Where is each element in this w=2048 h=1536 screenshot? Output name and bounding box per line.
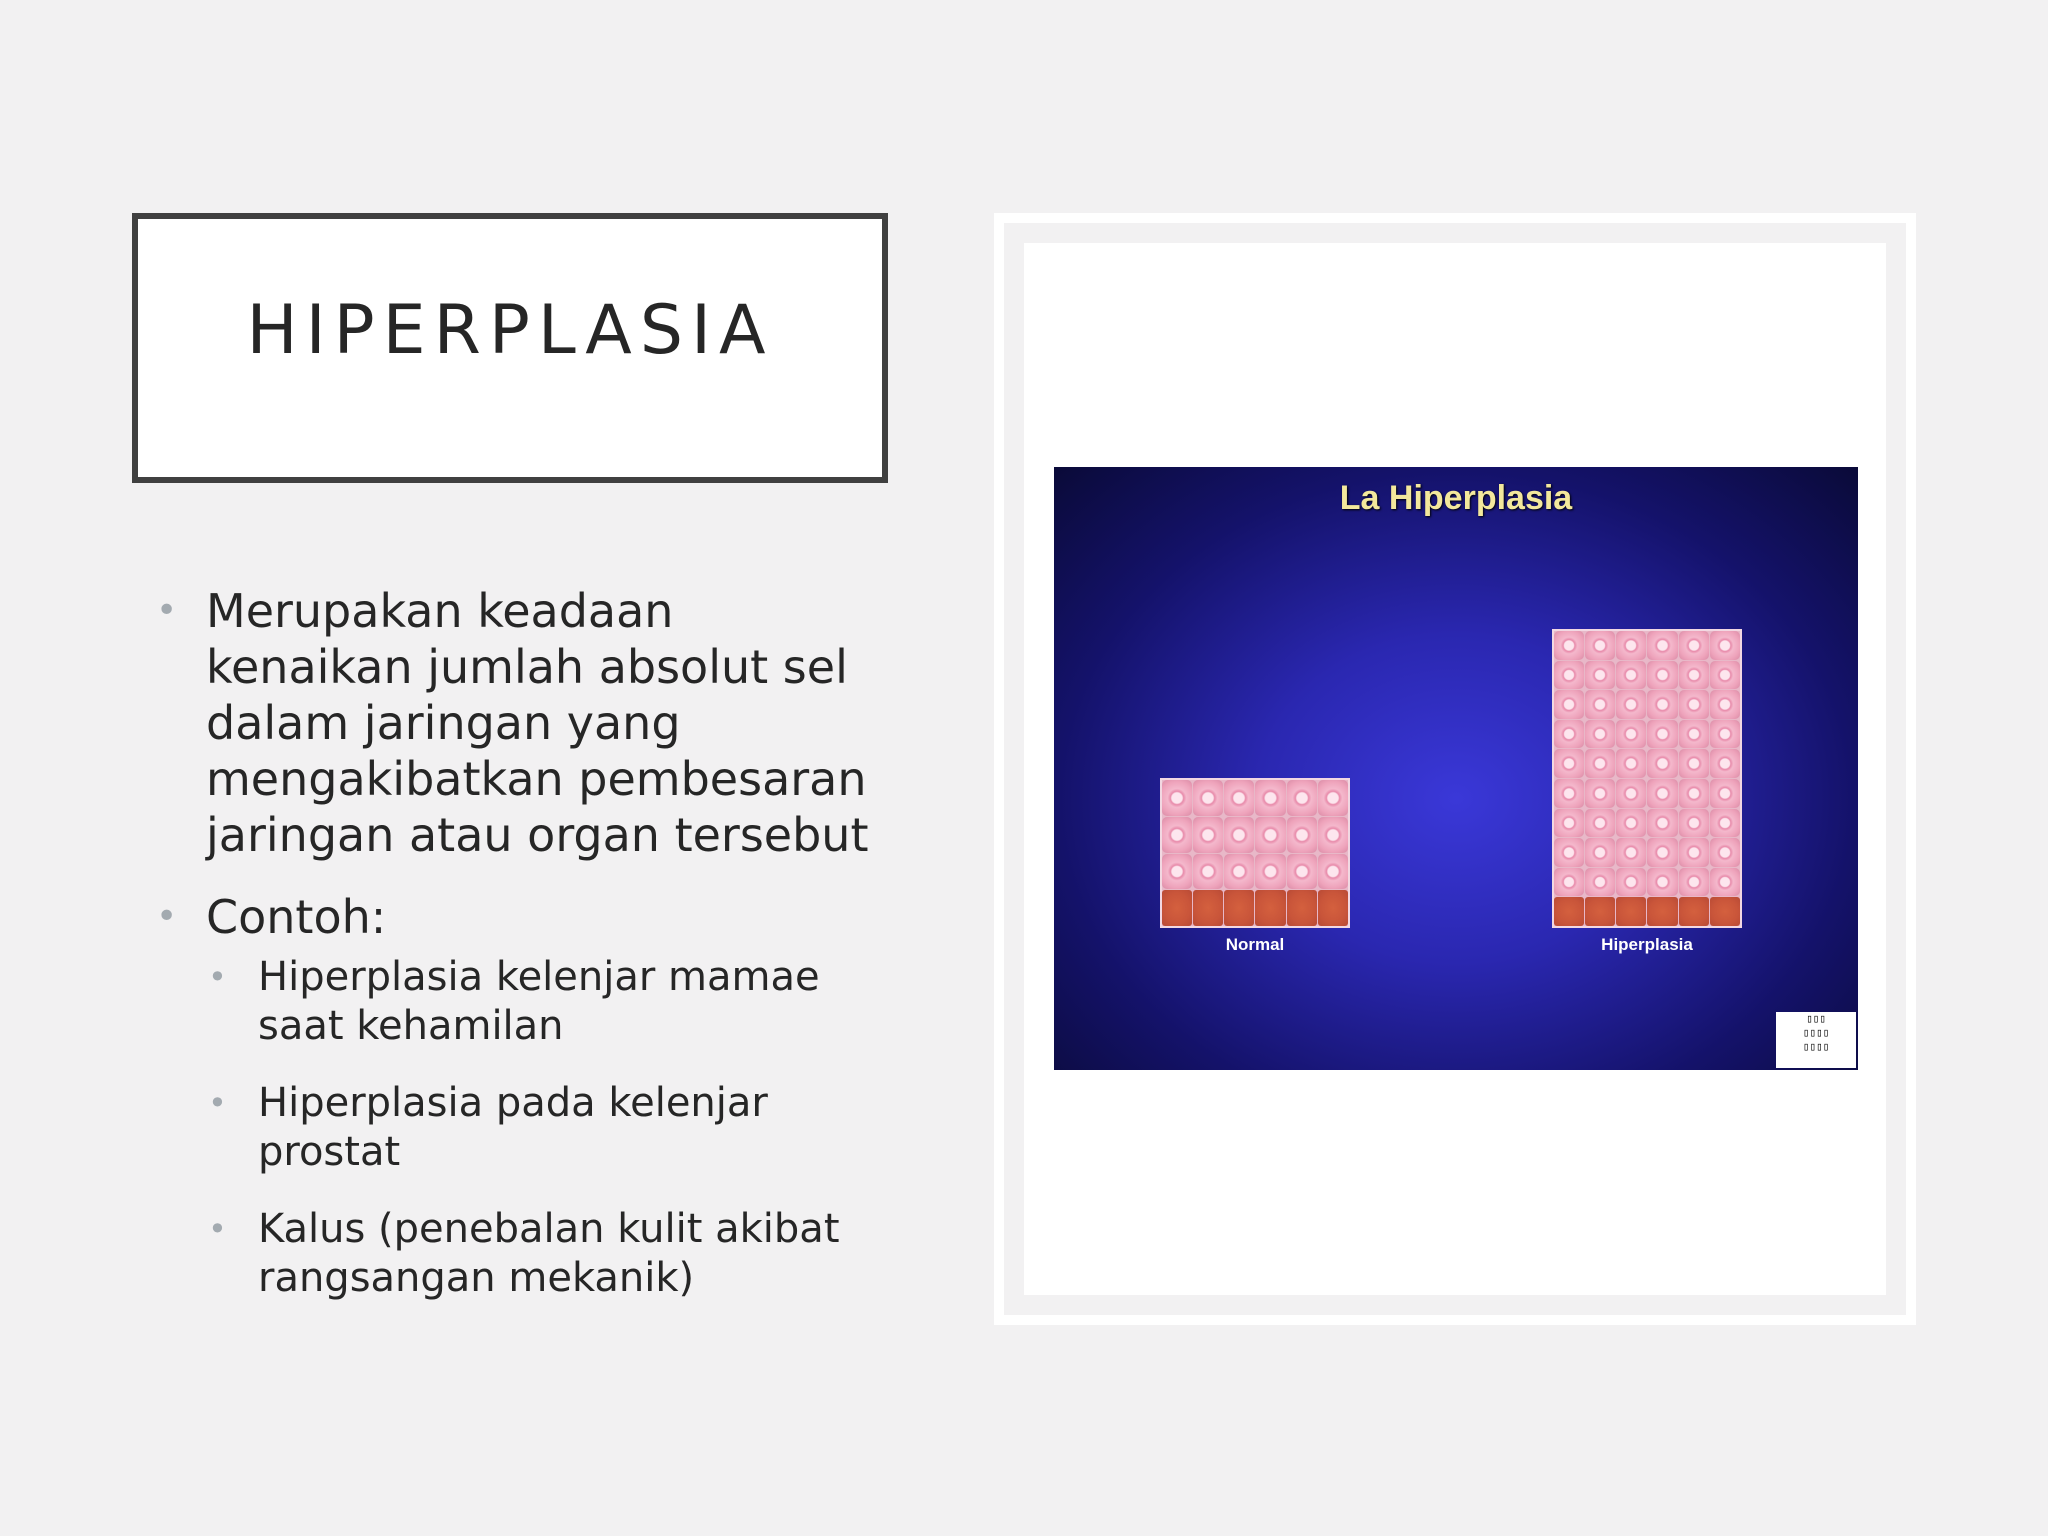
tissue-cell (1679, 631, 1709, 660)
tissue-cell (1162, 854, 1192, 890)
tissue-cell (1585, 690, 1615, 719)
basal-cell (1224, 890, 1254, 926)
tissue-cell (1287, 780, 1317, 816)
tissue-cell (1710, 720, 1740, 749)
publisher-logo: ▯▯▯ ▯▯▯▯ ▯▯▯▯ (1776, 1012, 1856, 1068)
bullet-dot-icon: • (208, 958, 227, 996)
normal-label: Normal (1225, 935, 1285, 954)
tissue-cell (1616, 631, 1646, 660)
tissue-cell (1255, 780, 1285, 816)
tissue-cell (1554, 809, 1584, 838)
tissue-cell (1585, 749, 1615, 778)
tissue-cell (1679, 661, 1709, 690)
bullet-dot-icon: • (156, 896, 178, 937)
tissue-cell (1193, 780, 1223, 816)
tissue-cell (1585, 838, 1615, 867)
tissue-cell (1710, 661, 1740, 690)
tissue-cell (1710, 690, 1740, 719)
tissue-cell (1710, 779, 1740, 808)
tissue-cell (1554, 720, 1584, 749)
tissue-cell (1287, 817, 1317, 853)
tissue-cell (1287, 854, 1317, 890)
sub-bullet-item (150, 1205, 880, 1303)
tissue-cell (1585, 661, 1615, 690)
tissue-cell (1554, 779, 1584, 808)
tissue-cell (1710, 631, 1740, 660)
tissue-cell (1679, 690, 1709, 719)
tissue-cell (1224, 780, 1254, 816)
tissue-cell (1224, 854, 1254, 890)
tissue-cell (1255, 854, 1285, 890)
tissue-cell (1710, 749, 1740, 778)
bullet-text: Merupakan keadaan kenaikan jumlah absolut sel dalam jaringan yang mengakibatkan pembesaran jaringan atau organ tersebut (206, 584, 869, 862)
tissue-cell (1585, 868, 1615, 897)
tissue-cell (1554, 661, 1584, 690)
tissue-cell (1710, 809, 1740, 838)
tissue-cell (1679, 720, 1709, 749)
tissue-cell (1554, 631, 1584, 660)
bullet-content (150, 583, 880, 1331)
tissue-cell (1647, 690, 1677, 719)
tissue-cell (1710, 868, 1740, 897)
tissue-cell (1679, 868, 1709, 897)
tissue-cell (1616, 838, 1646, 867)
tissue-cell (1616, 809, 1646, 838)
tissue-cell (1224, 817, 1254, 853)
basal-cell (1287, 890, 1317, 926)
tissue-cell (1554, 838, 1584, 867)
basal-cell (1554, 897, 1584, 926)
tissue-cell (1616, 661, 1646, 690)
sub-bullet-text: Kalus (penebalan kulit akibat rangsangan mekanik) (258, 1206, 840, 1301)
tissue-cell (1647, 809, 1677, 838)
bullet-item (150, 889, 880, 945)
tissue-cell (1554, 690, 1584, 719)
hiperplasia-label: Hiperplasia (1601, 935, 1693, 954)
tissue-cell (1647, 720, 1677, 749)
tissue-cell (1554, 749, 1584, 778)
basal-cell (1585, 897, 1615, 926)
basal-cell (1616, 897, 1646, 926)
tissue-cell (1162, 780, 1192, 816)
bullet-item (150, 583, 880, 863)
bullet-dot-icon: • (156, 590, 178, 631)
tissue-cell (1318, 780, 1348, 816)
tissue-cell (1585, 631, 1615, 660)
tissue-cell (1616, 779, 1646, 808)
bullet-dot-icon: • (208, 1084, 227, 1122)
tissue-cell (1162, 817, 1192, 853)
tissue-cell (1647, 661, 1677, 690)
tissue-cell (1193, 817, 1223, 853)
hiperplasia-illustration (1054, 467, 1858, 1070)
tissue-cell (1585, 779, 1615, 808)
sub-bullet-list (150, 953, 880, 1303)
tissue-cell (1616, 690, 1646, 719)
basal-cell (1162, 890, 1192, 926)
tissue-cell (1616, 749, 1646, 778)
tissue-cell (1679, 809, 1709, 838)
tissue-cell (1647, 868, 1677, 897)
tissue-cell (1616, 868, 1646, 897)
bullet-text: Contoh: (206, 890, 387, 944)
sub-bullet-item (150, 1079, 880, 1177)
sub-bullet-text: Hiperplasia pada kelenjar prostat (258, 1080, 768, 1175)
normal-tissue-graphic (1160, 778, 1350, 928)
basal-cell (1193, 890, 1223, 926)
basal-cell (1647, 897, 1677, 926)
tissue-cell (1255, 817, 1285, 853)
tissue-cell (1554, 868, 1584, 897)
tissue-cell (1647, 631, 1677, 660)
tissue-cell (1647, 838, 1677, 867)
tissue-cell (1585, 720, 1615, 749)
basal-cell (1318, 890, 1348, 926)
tissue-cell (1647, 749, 1677, 778)
tissue-cell (1318, 817, 1348, 853)
tissue-cell (1679, 749, 1709, 778)
tissue-cell (1679, 779, 1709, 808)
tissue-cell (1710, 838, 1740, 867)
illustration-title: La Hiperplasia (1339, 479, 1573, 517)
sub-bullet-text: Hiperplasia kelenjar mamae saat kehamilan (258, 954, 820, 1049)
sub-bullet-item (150, 953, 880, 1051)
tissue-cell (1616, 720, 1646, 749)
basal-cell (1710, 897, 1740, 926)
tissue-cell (1318, 854, 1348, 890)
bullet-dot-icon: • (208, 1210, 227, 1248)
tissue-cell (1193, 854, 1223, 890)
hiperplasia-tissue-graphic (1552, 629, 1742, 928)
tissue-cell (1647, 779, 1677, 808)
basal-cell (1255, 890, 1285, 926)
tissue-cell (1679, 838, 1709, 867)
slide-title: HIPERPLASIA (246, 291, 774, 370)
title-box (132, 213, 888, 483)
tissue-cell (1585, 809, 1615, 838)
basal-cell (1679, 897, 1709, 926)
